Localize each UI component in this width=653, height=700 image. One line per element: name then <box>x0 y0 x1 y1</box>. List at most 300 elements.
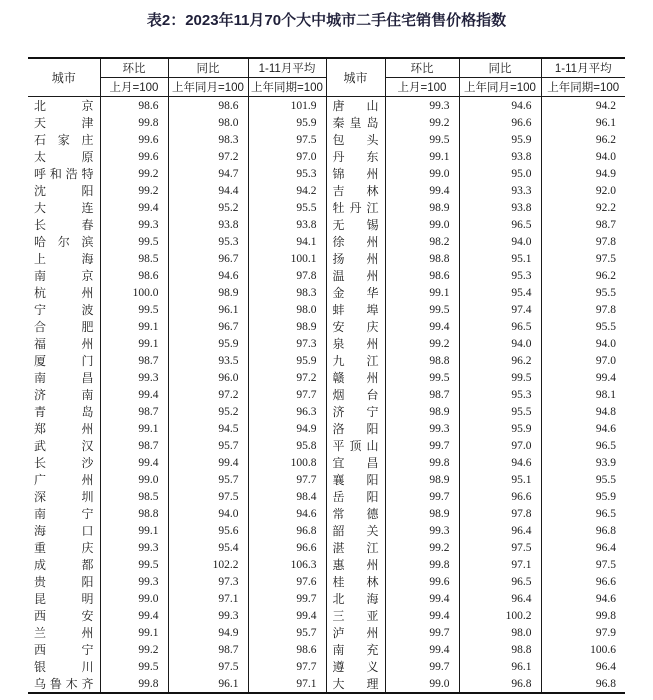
city-cell <box>28 301 100 318</box>
city-name: 韶关 <box>332 524 379 538</box>
city-cell <box>28 624 100 641</box>
city-name: 吉林 <box>332 184 379 198</box>
mom-cell: 98.7 <box>100 437 168 454</box>
avg-cell: 94.2 <box>248 182 326 199</box>
table-row <box>28 624 625 641</box>
city-cell <box>326 250 385 267</box>
avg-cell: 97.2 <box>248 369 326 386</box>
table-header <box>28 58 625 97</box>
avg-cell: 97.3 <box>248 335 326 352</box>
city-cell <box>28 369 100 386</box>
city-name: 烟台 <box>332 388 379 402</box>
yoy-cell: 99.4 <box>168 454 248 471</box>
header-mom-left: 环比 <box>100 58 168 78</box>
table-row <box>28 522 625 539</box>
yoy-cell: 94.4 <box>168 182 248 199</box>
city-name: 南充 <box>332 643 379 657</box>
city-cell <box>326 301 385 318</box>
mom-cell: 99.4 <box>100 199 168 216</box>
mom-cell: 98.7 <box>385 386 459 403</box>
city-name: 济宁 <box>332 405 379 419</box>
mom-cell: 98.6 <box>100 267 168 284</box>
table-row <box>28 250 625 267</box>
city-cell <box>28 199 100 216</box>
avg-cell: 97.8 <box>541 301 625 318</box>
yoy-cell: 93.8 <box>168 216 248 233</box>
city-cell <box>28 97 100 115</box>
mom-cell: 99.4 <box>385 318 459 335</box>
city-cell <box>326 573 385 590</box>
avg-cell: 97.5 <box>541 250 625 267</box>
city-cell <box>28 658 100 675</box>
city-cell <box>28 573 100 590</box>
yoy-cell: 96.2 <box>459 352 541 369</box>
yoy-cell: 94.5 <box>168 420 248 437</box>
avg-cell: 98.7 <box>541 216 625 233</box>
avg-cell: 96.6 <box>248 539 326 556</box>
city-name: 长春 <box>34 218 94 232</box>
city-name: 安庆 <box>332 320 379 334</box>
avg-cell: 94.1 <box>248 233 326 250</box>
table-row <box>28 182 625 199</box>
city-cell <box>28 607 100 624</box>
city-cell <box>326 182 385 199</box>
yoy-cell: 98.9 <box>168 284 248 301</box>
mom-cell: 99.8 <box>385 454 459 471</box>
city-cell <box>326 131 385 148</box>
yoy-cell: 96.1 <box>168 675 248 693</box>
city-cell <box>326 420 385 437</box>
avg-cell: 92.2 <box>541 199 625 216</box>
city-name: 天津 <box>34 116 94 130</box>
yoy-cell: 96.5 <box>459 573 541 590</box>
header-city-left: 城市 <box>28 58 100 97</box>
mom-cell: 99.2 <box>100 182 168 199</box>
table-row <box>28 352 625 369</box>
header-avg-left: 1-11月平均 <box>248 58 326 78</box>
avg-cell: 95.8 <box>248 437 326 454</box>
table-row <box>28 267 625 284</box>
city-name: 青岛 <box>34 405 94 419</box>
table-row <box>28 233 625 250</box>
table-row <box>28 454 625 471</box>
yoy-cell: 94.0 <box>459 335 541 352</box>
avg-cell: 100.8 <box>248 454 326 471</box>
yoy-cell: 96.0 <box>168 369 248 386</box>
avg-cell: 92.0 <box>541 182 625 199</box>
yoy-cell: 97.4 <box>459 301 541 318</box>
header-mom-base-left: 上月=100 <box>100 78 168 97</box>
city-name: 宜昌 <box>332 456 379 470</box>
mom-cell: 99.1 <box>100 522 168 539</box>
city-cell <box>326 454 385 471</box>
mom-cell: 98.8 <box>385 250 459 267</box>
avg-cell: 96.8 <box>541 675 625 693</box>
city-name: 西宁 <box>34 643 94 657</box>
mom-cell: 99.7 <box>385 624 459 641</box>
city-cell <box>326 522 385 539</box>
table-row <box>28 148 625 165</box>
yoy-cell: 95.5 <box>459 403 541 420</box>
city-name: 常德 <box>332 507 379 521</box>
yoy-cell: 95.1 <box>459 471 541 488</box>
yoy-cell: 99.3 <box>168 607 248 624</box>
mom-cell: 99.2 <box>385 335 459 352</box>
avg-cell: 94.9 <box>541 165 625 182</box>
city-name: 贵阳 <box>34 575 94 589</box>
avg-cell: 97.5 <box>541 556 625 573</box>
mom-cell: 100.0 <box>100 284 168 301</box>
yoy-cell: 96.1 <box>459 658 541 675</box>
mom-cell: 99.1 <box>100 624 168 641</box>
yoy-cell: 97.1 <box>459 556 541 573</box>
yoy-cell: 93.8 <box>459 199 541 216</box>
mom-cell: 99.6 <box>100 148 168 165</box>
table-row <box>28 97 625 115</box>
city-name: 兰州 <box>34 626 94 640</box>
city-name: 济南 <box>34 388 94 402</box>
yoy-cell: 94.6 <box>459 454 541 471</box>
mom-cell: 99.1 <box>100 318 168 335</box>
city-name: 上海 <box>34 252 94 266</box>
city-name: 温州 <box>332 269 379 283</box>
city-cell <box>326 403 385 420</box>
yoy-cell: 93.5 <box>168 352 248 369</box>
city-cell <box>28 148 100 165</box>
mom-cell: 99.3 <box>100 369 168 386</box>
yoy-cell: 93.3 <box>459 182 541 199</box>
yoy-cell: 97.1 <box>168 590 248 607</box>
mom-cell: 98.9 <box>385 505 459 522</box>
avg-cell: 96.5 <box>541 505 625 522</box>
city-name: 湛江 <box>332 541 379 555</box>
mom-cell: 98.8 <box>385 352 459 369</box>
yoy-cell: 95.9 <box>459 420 541 437</box>
avg-cell: 95.5 <box>541 284 625 301</box>
city-name: 南宁 <box>34 507 94 521</box>
avg-cell: 97.5 <box>248 131 326 148</box>
avg-cell: 96.8 <box>248 522 326 539</box>
mom-cell: 98.5 <box>100 488 168 505</box>
page-title: 表2：2023年11月70个大中城市二手住宅销售价格指数 <box>146 12 507 29</box>
avg-cell: 98.9 <box>248 318 326 335</box>
yoy-cell: 97.0 <box>459 437 541 454</box>
city-cell <box>28 403 100 420</box>
mom-cell: 98.8 <box>100 505 168 522</box>
city-cell <box>28 233 100 250</box>
yoy-cell: 97.8 <box>459 505 541 522</box>
city-name: 赣州 <box>332 371 379 385</box>
mom-cell: 99.1 <box>100 420 168 437</box>
yoy-cell: 95.9 <box>459 131 541 148</box>
yoy-cell: 100.2 <box>459 607 541 624</box>
avg-cell: 98.4 <box>248 488 326 505</box>
avg-cell: 97.9 <box>541 624 625 641</box>
avg-cell: 97.0 <box>541 352 625 369</box>
mom-cell: 99.1 <box>100 335 168 352</box>
yoy-cell: 94.0 <box>168 505 248 522</box>
city-name: 北海 <box>332 592 379 606</box>
yoy-cell: 94.9 <box>168 624 248 641</box>
city-name: 福州 <box>34 337 94 351</box>
yoy-cell: 96.7 <box>168 318 248 335</box>
city-name: 秦皇岛 <box>332 116 379 130</box>
yoy-cell: 98.7 <box>168 641 248 658</box>
table-row <box>28 318 625 335</box>
avg-cell: 100.1 <box>248 250 326 267</box>
mom-cell: 99.8 <box>385 556 459 573</box>
mom-cell: 99.3 <box>100 573 168 590</box>
mom-cell: 99.7 <box>385 658 459 675</box>
table-row <box>28 505 625 522</box>
mom-cell: 99.2 <box>385 539 459 556</box>
city-cell <box>28 267 100 284</box>
city-cell <box>326 216 385 233</box>
avg-cell: 97.7 <box>248 658 326 675</box>
city-cell <box>326 675 385 693</box>
avg-cell: 94.6 <box>541 420 625 437</box>
table-row <box>28 539 625 556</box>
mom-cell: 99.0 <box>385 165 459 182</box>
city-name: 洛阳 <box>332 422 379 436</box>
table-row <box>28 556 625 573</box>
mom-cell: 99.5 <box>100 301 168 318</box>
mom-cell: 99.2 <box>100 165 168 182</box>
mom-cell: 99.3 <box>100 539 168 556</box>
yoy-cell: 95.9 <box>168 335 248 352</box>
city-cell <box>326 658 385 675</box>
avg-cell: 96.4 <box>541 658 625 675</box>
city-cell <box>28 641 100 658</box>
city-name: 昆明 <box>34 592 94 606</box>
yoy-cell: 102.2 <box>168 556 248 573</box>
table-row <box>28 165 625 182</box>
header-mom-base-right: 上月=100 <box>385 78 459 97</box>
city-cell <box>28 471 100 488</box>
mom-cell: 98.9 <box>385 471 459 488</box>
mom-cell: 99.3 <box>385 97 459 115</box>
city-cell <box>326 471 385 488</box>
mom-cell: 99.1 <box>385 148 459 165</box>
avg-cell: 99.8 <box>541 607 625 624</box>
yoy-cell: 97.2 <box>168 386 248 403</box>
mom-cell: 99.0 <box>385 675 459 693</box>
mom-cell: 99.4 <box>385 607 459 624</box>
mom-cell: 99.5 <box>100 658 168 675</box>
table-row <box>28 386 625 403</box>
avg-cell: 101.9 <box>248 97 326 115</box>
avg-cell: 99.4 <box>541 369 625 386</box>
avg-cell: 106.3 <box>248 556 326 573</box>
mom-cell: 99.3 <box>385 522 459 539</box>
city-cell <box>28 250 100 267</box>
yoy-cell: 96.8 <box>459 675 541 693</box>
mom-cell: 98.6 <box>100 97 168 115</box>
table-row <box>28 131 625 148</box>
city-cell <box>326 97 385 115</box>
city-name: 厦门 <box>34 354 94 368</box>
city-name: 包头 <box>332 133 379 147</box>
header-avg-base-right: 上年同期=100 <box>541 78 625 97</box>
city-cell <box>326 488 385 505</box>
avg-cell: 96.8 <box>541 522 625 539</box>
yoy-cell: 95.2 <box>168 403 248 420</box>
mom-cell: 99.7 <box>385 437 459 454</box>
price-index-table <box>28 57 625 694</box>
city-cell <box>28 539 100 556</box>
mom-cell: 99.5 <box>100 233 168 250</box>
avg-cell: 93.9 <box>541 454 625 471</box>
city-cell <box>28 556 100 573</box>
city-name: 桂林 <box>332 575 379 589</box>
city-name: 成都 <box>34 558 94 572</box>
city-cell <box>326 386 385 403</box>
table-row <box>28 369 625 386</box>
mom-cell: 99.0 <box>100 471 168 488</box>
mom-cell: 98.5 <box>100 250 168 267</box>
avg-cell: 98.3 <box>248 284 326 301</box>
city-name: 金华 <box>332 286 379 300</box>
city-name: 杭州 <box>34 286 94 300</box>
mom-cell: 99.5 <box>385 131 459 148</box>
yoy-cell: 95.4 <box>168 539 248 556</box>
mom-cell: 99.5 <box>385 369 459 386</box>
city-cell <box>28 131 100 148</box>
avg-cell: 93.8 <box>248 216 326 233</box>
city-cell <box>28 522 100 539</box>
mom-cell: 98.7 <box>100 352 168 369</box>
mom-cell: 99.4 <box>385 641 459 658</box>
table-row <box>28 573 625 590</box>
avg-cell: 98.0 <box>248 301 326 318</box>
city-cell <box>326 369 385 386</box>
city-cell <box>28 352 100 369</box>
mom-cell: 99.0 <box>100 590 168 607</box>
city-cell <box>28 420 100 437</box>
yoy-cell: 98.6 <box>168 97 248 115</box>
yoy-cell: 95.7 <box>168 437 248 454</box>
city-name: 锦州 <box>332 167 379 181</box>
city-cell <box>326 641 385 658</box>
yoy-cell: 98.0 <box>459 624 541 641</box>
mom-cell: 99.4 <box>100 454 168 471</box>
mom-cell: 99.2 <box>385 114 459 131</box>
city-cell <box>326 607 385 624</box>
city-name: 徐州 <box>332 235 379 249</box>
city-cell <box>326 352 385 369</box>
mom-cell: 99.5 <box>385 301 459 318</box>
header-avg-right: 1-11月平均 <box>541 58 625 78</box>
mom-cell: 98.7 <box>100 403 168 420</box>
yoy-cell: 95.4 <box>459 284 541 301</box>
table-row <box>28 590 625 607</box>
avg-cell: 97.0 <box>248 148 326 165</box>
avg-cell: 95.5 <box>541 471 625 488</box>
yoy-cell: 97.5 <box>168 488 248 505</box>
city-name: 蚌埠 <box>332 303 379 317</box>
city-name: 哈尔滨 <box>34 235 94 249</box>
city-cell <box>326 165 385 182</box>
mom-cell: 99.8 <box>100 114 168 131</box>
yoy-cell: 95.3 <box>168 233 248 250</box>
yoy-cell: 94.0 <box>459 233 541 250</box>
avg-cell: 94.6 <box>541 590 625 607</box>
city-name: 唐山 <box>332 99 379 113</box>
city-cell <box>326 590 385 607</box>
avg-cell: 97.6 <box>248 573 326 590</box>
table-row <box>28 335 625 352</box>
avg-cell: 95.5 <box>248 199 326 216</box>
city-cell <box>326 437 385 454</box>
avg-cell: 95.7 <box>248 624 326 641</box>
city-name: 宁波 <box>34 303 94 317</box>
avg-cell: 96.4 <box>541 539 625 556</box>
yoy-cell: 95.3 <box>459 386 541 403</box>
yoy-cell: 94.6 <box>459 97 541 115</box>
yoy-cell: 98.3 <box>168 131 248 148</box>
avg-cell: 99.7 <box>248 590 326 607</box>
table-row <box>28 471 625 488</box>
city-name: 南京 <box>34 269 94 283</box>
city-name: 深圳 <box>34 490 94 504</box>
city-cell <box>326 233 385 250</box>
table-row <box>28 216 625 233</box>
mom-cell: 99.0 <box>385 216 459 233</box>
yoy-cell: 93.8 <box>459 148 541 165</box>
mom-cell: 98.9 <box>385 199 459 216</box>
city-cell <box>28 505 100 522</box>
mom-cell: 99.3 <box>100 216 168 233</box>
yoy-cell: 99.5 <box>459 369 541 386</box>
table-row <box>28 607 625 624</box>
city-cell <box>28 318 100 335</box>
avg-cell: 94.0 <box>541 148 625 165</box>
mom-cell: 99.4 <box>100 386 168 403</box>
city-name: 海口 <box>34 524 94 538</box>
table-row <box>28 420 625 437</box>
yoy-cell: 95.2 <box>168 199 248 216</box>
city-name: 西安 <box>34 609 94 623</box>
city-cell <box>326 505 385 522</box>
city-cell <box>326 284 385 301</box>
header-yoy-right: 同比 <box>459 58 541 78</box>
mom-cell: 99.6 <box>100 131 168 148</box>
table-row <box>28 284 625 301</box>
avg-cell: 94.0 <box>541 335 625 352</box>
city-name: 大连 <box>34 201 94 215</box>
avg-cell: 95.3 <box>248 165 326 182</box>
mom-cell: 99.6 <box>385 573 459 590</box>
city-cell <box>28 335 100 352</box>
city-cell <box>28 488 100 505</box>
city-name: 北京 <box>34 99 94 113</box>
city-cell <box>326 624 385 641</box>
city-name: 无锡 <box>332 218 379 232</box>
yoy-cell: 96.5 <box>459 318 541 335</box>
city-cell <box>326 335 385 352</box>
city-cell <box>326 556 385 573</box>
mom-cell: 98.9 <box>385 403 459 420</box>
city-name: 重庆 <box>34 541 94 555</box>
city-name: 九江 <box>332 354 379 368</box>
city-cell <box>28 454 100 471</box>
yoy-cell: 96.5 <box>459 216 541 233</box>
mom-cell: 99.4 <box>100 607 168 624</box>
avg-cell: 100.6 <box>541 641 625 658</box>
avg-cell: 96.1 <box>541 114 625 131</box>
city-name: 太原 <box>34 150 94 164</box>
city-name: 岳阳 <box>332 490 379 504</box>
